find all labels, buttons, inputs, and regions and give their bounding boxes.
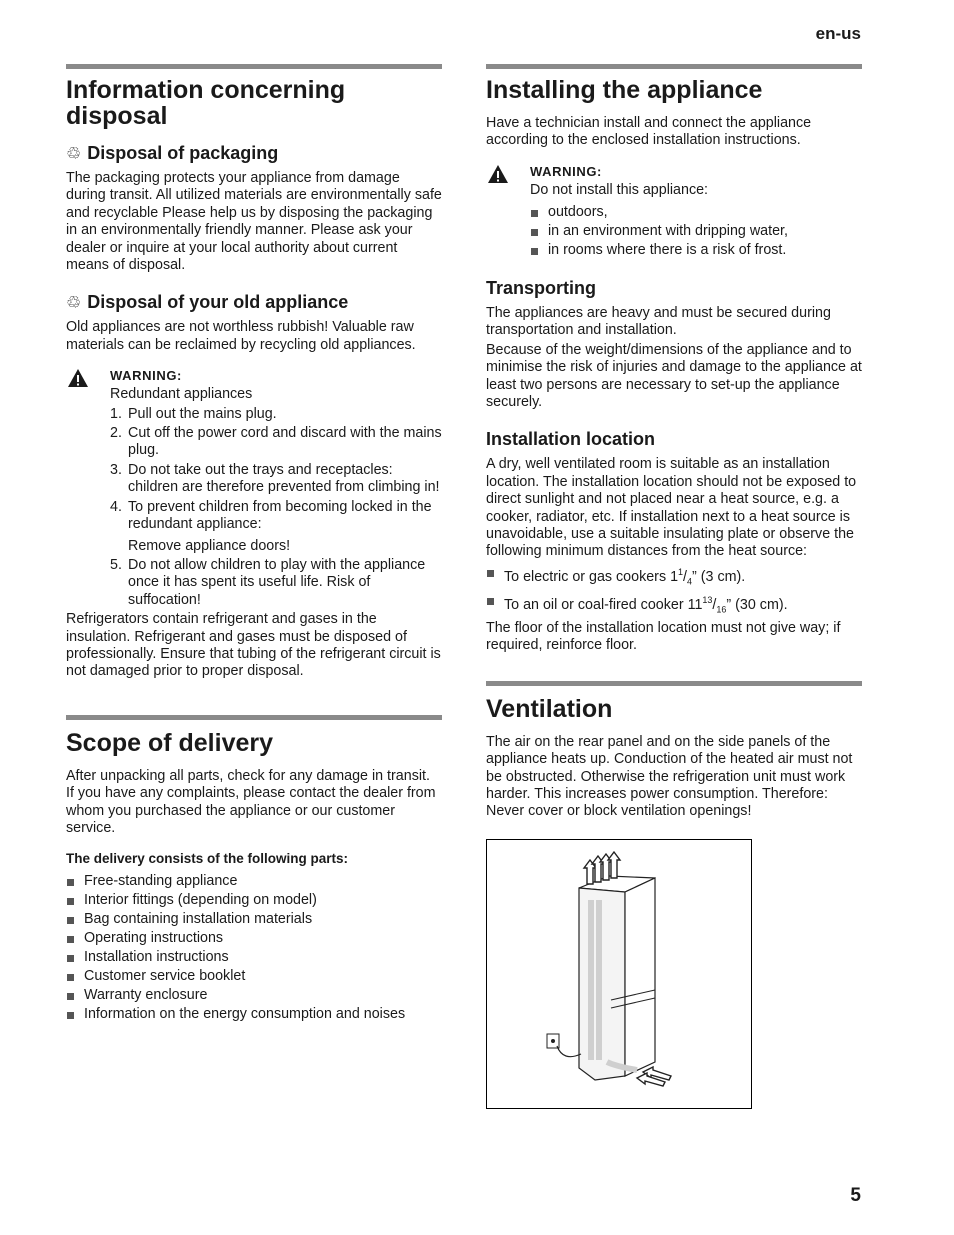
disposal-warning <box>66 368 442 609</box>
list-item: outdoors, <box>530 203 862 222</box>
left-column <box>66 64 442 1024</box>
list-item: Installation instructions <box>66 948 442 967</box>
warning-intro: Do not install this appliance: <box>530 181 709 198</box>
floor-text: The floor of the installation location must not give way; if required, reinforce floor. <box>486 619 841 654</box>
transporting-text-1: The appliances are heavy and must be secured during transportation and installation. <box>486 304 831 339</box>
recycle-icon: ♲ <box>66 143 82 163</box>
transporting-heading: Transporting <box>486 277 597 298</box>
scope-text-1: After unpacking all parts, check for any damage in transit. <box>66 767 430 784</box>
refrigerant-text: Refrigerators contain refrigerant and gases in the insulation. Refrigerant and gases must be disposed of professionally. Ensure that tubing of the refrigerant circuit is not damaged prior to proper disposal. <box>66 611 441 680</box>
install-warning-items <box>530 203 862 260</box>
page-number: 5 <box>850 1185 861 1206</box>
warning-intro: Redundant appliances <box>110 386 253 403</box>
section-rule <box>66 64 442 69</box>
fridge-airflow-drawing <box>487 840 751 1108</box>
scope-text-2: If you have any complaints, please contact the dealer from whom you purchased the appliance or our customer service. <box>66 785 436 836</box>
ventilation-title: Ventilation <box>486 694 613 723</box>
list-item: Bag containing installation materials <box>66 910 442 929</box>
warning-triangle-icon <box>487 164 509 184</box>
warning-title: WARNING: <box>530 163 602 179</box>
warning-title: WARNING: <box>110 368 182 384</box>
location-heading: Installation location <box>486 429 656 450</box>
ventilation-illustration <box>486 839 752 1109</box>
list-item: Customer service booklet <box>66 967 442 986</box>
list-item: To electric or gas cookers $1^1/_4$” (3 cm). <box>486 563 862 592</box>
list-item: To an oil or coal-fired cooker $11^{13}/_{16}$” (30 cm). <box>486 591 862 620</box>
section-rule <box>486 64 862 69</box>
disposal-title: Information concerning disposal <box>66 76 346 130</box>
step-item: 3. Do not take out the trays and receptacles: children are therefore prevented from climbing in! <box>110 461 440 496</box>
packaging-heading-text: Disposal of packaging <box>87 143 279 163</box>
list-item: Warranty enclosure <box>66 986 442 1005</box>
scope-title: Scope of delivery <box>66 728 274 757</box>
list-item: Free-standing appliance <box>66 872 442 891</box>
warning-triangle-icon <box>67 368 89 388</box>
list-item: Operating instructions <box>66 929 442 948</box>
old-appliance-heading <box>66 292 442 313</box>
distance-items <box>486 563 862 620</box>
scope-list-heading: The delivery consists of the following parts: <box>66 851 349 867</box>
scope-items <box>66 872 442 1023</box>
old-appliance-text: Old appliances are not worthless rubbish! Valuable raw materials can be reclaimed by recycling old appliances. <box>66 319 416 353</box>
recycle-icon: ♲ <box>66 292 82 312</box>
step-item: 4. To prevent children from becoming locked in the redundant appliance: Remove appliance doors! <box>110 498 432 554</box>
installing-text: Have a technician install and connect the appliance according to the enclosed installation instructions. <box>486 115 812 149</box>
list-item: in rooms where there is a risk of frost. <box>530 241 862 260</box>
installing-title: Installing the appliance <box>486 76 763 104</box>
transporting-text-2: Because of the weight/dimensions of the appliance and to minimise the risk of injuries and damage to the appliance at least two persons are necessary to set-up the appliance securely. <box>486 341 862 410</box>
list-item: Interior fittings (depending on model) <box>66 891 442 910</box>
ventilation-text: The air on the rear panel and on the side panels of the appliance heats up. Conduction of the heated air must not be obstructed. Otherwise the refrigeration unit must work harder. This increases power consumption. Therefore: Never cover or block ventilation openings! <box>486 733 853 820</box>
step-item: 2. Cut off the power cord and discard with the mains plug. <box>110 425 442 459</box>
language-code: en-us <box>815 24 861 43</box>
section-rule <box>66 715 442 720</box>
list-item: in an environment with dripping water, <box>530 222 862 241</box>
location-text: A dry, well ventilated room is suitable as an installation location. The installation location should not be exposed to direct sunlight and not placed near a heat source, e.g. a cooker, radiator, etc. If installation next to a heat source is unavoidable, use a suitable insulating plate or observe the following minimum distances from the heat source: <box>486 456 857 560</box>
packaging-heading <box>66 143 442 164</box>
step-item: 5. Do not allow children to play with the appliance once it has spent its useful life. Risk of suffocation! <box>110 556 426 608</box>
right-column <box>486 64 862 1109</box>
disposal-steps <box>110 406 442 609</box>
installing-warning <box>486 164 862 260</box>
section-rule <box>486 681 862 686</box>
list-item: Information on the energy consumption and noises <box>66 1005 442 1024</box>
packaging-text: The packaging protects your appliance from damage during transit. All utilized materials are environmentally safe and recyclable Please help us by disposing the packaging in an environmentally friendly manner. Please ask your dealer or inquire at your local authority about current means of disposal. <box>66 170 442 274</box>
old-appliance-heading-text: Disposal of your old appliance <box>87 292 349 313</box>
step-item: 1. Pull out the mains plug. <box>110 405 277 422</box>
